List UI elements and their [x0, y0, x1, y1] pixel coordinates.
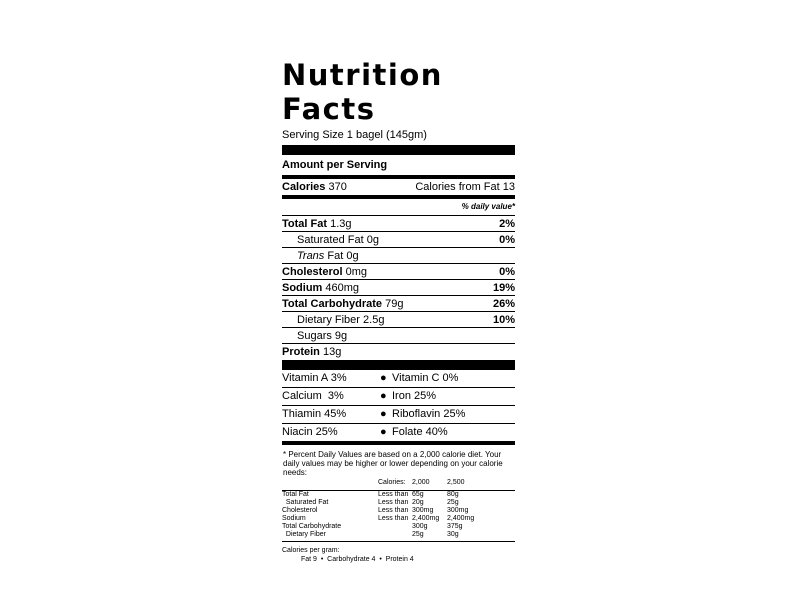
- nutrient-amount: 79g: [385, 297, 404, 310]
- amount-per-serving: Amount per Serving: [282, 159, 388, 171]
- calories-cell: [282, 179, 347, 195]
- table-cell: [378, 531, 412, 539]
- calories-label: Calories: [282, 181, 326, 193]
- daily-value-footnote: * Percent Daily Values are based on a 2,000 calorie diet. Your daily values may be higher or lower depending on your calorie needs:: [283, 450, 503, 477]
- table-cell: Calories:: [378, 479, 406, 486]
- table-cell: Saturated Fat: [282, 499, 329, 506]
- table-cell: 25g: [447, 499, 459, 506]
- calories-per-gram-label: Calories per gram:: [282, 547, 340, 554]
- nutrient-amount: 13g: [322, 346, 342, 358]
- vitamin-row: [282, 388, 515, 406]
- table-cell: Dietary Fiber: [282, 531, 326, 538]
- calories-per-gram: [282, 546, 515, 564]
- nutrient-row-sugars: [282, 328, 515, 344]
- nutrient-row-total-fat: [282, 216, 515, 232]
- nutrient-amount: 9g: [334, 329, 348, 342]
- nutrient-amount: 2.5g: [363, 313, 385, 326]
- table-row: [282, 499, 515, 507]
- nutrient-row-dietary-fiber: [282, 312, 515, 328]
- calories-from-fat: [415, 179, 515, 195]
- table-cell: Less than: [378, 515, 409, 522]
- table-cell: Less than: [378, 491, 409, 498]
- vitamin-left: Thiamin 45%: [282, 408, 347, 420]
- nutrient-dv: 10%: [492, 313, 515, 326]
- vitamin-row: [282, 406, 515, 424]
- calories-value: 370: [328, 181, 347, 193]
- nutrient-name: Protein: [282, 346, 320, 358]
- nutrient-amount: Fat 0g: [327, 249, 359, 262]
- table-cell: [378, 523, 412, 531]
- nutrient-name: Trans: [297, 249, 325, 262]
- table-cell: 30g: [447, 531, 459, 538]
- thick-divider: [282, 360, 515, 370]
- nutrient-row-total-carbohydrate: [282, 296, 515, 312]
- nutrient-dv: 0%: [499, 265, 515, 278]
- table-cell: 20g: [412, 499, 424, 506]
- daily-value-table: [282, 479, 515, 542]
- nutrient-name: Cholesterol: [282, 265, 343, 278]
- table-cell: Less than: [378, 507, 409, 514]
- nutrient-row-cholesterol: [282, 264, 515, 280]
- bullet-icon: ●: [380, 372, 387, 384]
- thick-divider: [282, 145, 515, 155]
- table-row: [282, 531, 515, 539]
- vitamin-right: Riboflavin 25%: [392, 408, 466, 420]
- table-header-row: [282, 479, 515, 490]
- vitamin-right: Folate 40%: [392, 426, 448, 438]
- nutrient-dv: 2%: [499, 217, 515, 230]
- nutrient-name: Total Carbohydrate: [282, 297, 383, 310]
- nutrient-name: Sugars: [297, 329, 332, 342]
- table-cell: 25g: [412, 531, 424, 538]
- nutrient-row-sodium: [282, 280, 515, 296]
- table-cell: Less than: [378, 499, 409, 506]
- nutrient-name: Dietary Fiber: [297, 313, 360, 326]
- vitamin-left: Niacin 25%: [282, 426, 338, 438]
- table-cell: 300g: [412, 523, 428, 530]
- nutrient-dv: 0%: [499, 233, 515, 246]
- vitamin-left: Vitamin A 3%: [282, 372, 347, 384]
- calories-from-fat-label: Calories from Fat: [415, 181, 500, 193]
- vitamin-row: [282, 370, 515, 388]
- daily-value-header: % daily value*: [282, 199, 515, 216]
- table-cell: Cholesterol: [282, 507, 318, 514]
- nutrient-row-saturated-fat: [282, 232, 515, 248]
- nutrient-dv: 26%: [492, 297, 515, 310]
- calories-row: [282, 179, 515, 195]
- nutrient-amount: 0g: [366, 233, 379, 246]
- table-cell: 2,500: [447, 479, 465, 486]
- title-line-2: Facts: [282, 92, 376, 126]
- table-cell: 300mg: [412, 507, 434, 514]
- nutrient-row-trans-fat: [282, 248, 515, 264]
- nutrient-dv: 19%: [492, 281, 515, 294]
- vitamin-left: Calcium 3%: [282, 390, 344, 402]
- table-cell: Sodium: [282, 515, 306, 522]
- vitamin-right: Iron 25%: [392, 390, 437, 402]
- calories-per-gram-values: Fat 9 • Carbohydrate 4 • Protein 4: [301, 556, 414, 563]
- vitamin-right: Vitamin C 0%: [392, 372, 459, 384]
- bullet-icon: ●: [380, 426, 387, 438]
- title-line-1: Nutrition: [282, 58, 443, 92]
- table-row: [282, 491, 515, 499]
- label-title: [282, 58, 515, 126]
- calories-from-fat-value: 13: [502, 181, 515, 193]
- table-divider: [282, 541, 515, 542]
- nutrition-facts-label: [282, 58, 515, 564]
- bullet-icon: ●: [380, 390, 387, 402]
- table-cell: Total Carbohydrate: [282, 523, 342, 530]
- table-cell: 2,400mg: [412, 515, 440, 522]
- table-row: [282, 515, 515, 523]
- vitamin-row: [282, 424, 515, 445]
- table-cell: 300mg: [447, 507, 469, 514]
- serving-size: Serving Size 1 bagel (145gm): [282, 129, 427, 141]
- table-cell: Total Fat: [282, 491, 309, 498]
- table-row: [282, 523, 515, 531]
- bullet-icon: ●: [380, 408, 387, 420]
- table-cell: [282, 479, 378, 490]
- nutrient-name: Sodium: [282, 281, 323, 294]
- nutrient-name: Total Fat: [282, 217, 328, 230]
- nutrient-amount: 0mg: [345, 265, 367, 278]
- table-cell: 80g: [447, 491, 459, 498]
- table-cell: 2,400mg: [447, 515, 475, 522]
- table-cell: 375g: [447, 523, 463, 530]
- table-cell: 2,000: [412, 479, 430, 486]
- nutrient-amount: 1.3g: [330, 217, 352, 230]
- nutrient-amount: 460mg: [325, 281, 360, 294]
- table-row: [282, 507, 515, 515]
- nutrient-row-protein: [282, 344, 515, 360]
- table-cell: 65g: [412, 491, 424, 498]
- nutrient-name: Saturated Fat: [297, 233, 364, 246]
